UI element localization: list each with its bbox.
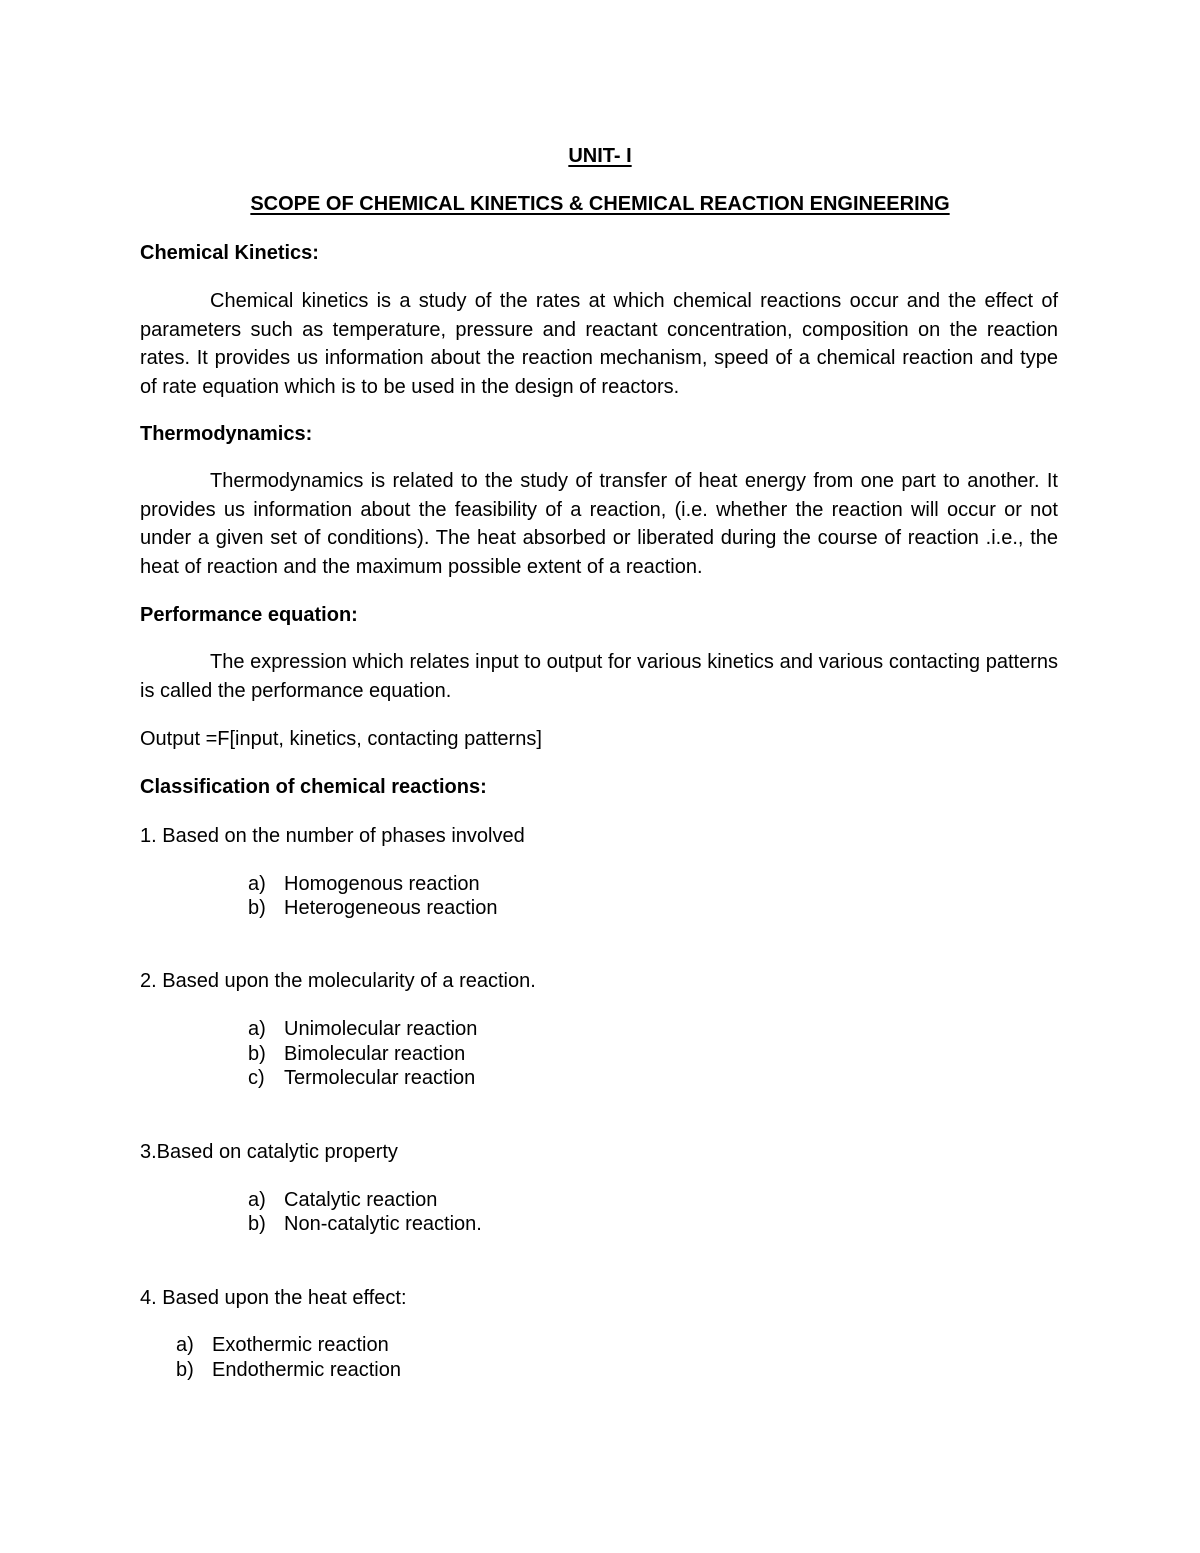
list-item-marker: b) <box>248 1043 266 1065</box>
classification-group-title: 1. Based on the number of phases involved <box>140 825 525 847</box>
list-item: Bimolecular reaction <box>284 1043 466 1065</box>
list-item: Homogenous reaction <box>284 873 480 895</box>
list-item-marker: b) <box>248 1213 266 1235</box>
list-item: Catalytic reaction <box>284 1189 438 1211</box>
list-item-marker: b) <box>176 1359 194 1381</box>
performance-heading: Performance equation: <box>140 604 358 626</box>
list-item: Unimolecular reaction <box>284 1018 478 1040</box>
kinetics-paragraph: Chemical kinetics is a study of the rates at which chemical reactions occur and the effect of parameters such as temperature, pressure and reactant concentration, composition on the reaction rates. It provides us information about the reaction mechanism, speed of a chemical reaction and type of rate equation which is to be used in the design of reactors. <box>140 290 1058 398</box>
list-item: Heterogeneous reaction <box>284 897 498 919</box>
kinetics-heading: Chemical Kinetics: <box>140 242 319 264</box>
list-item-marker: a) <box>248 873 266 895</box>
list-item: Endothermic reaction <box>212 1359 401 1381</box>
list-item: Exothermic reaction <box>212 1334 389 1356</box>
list-item: Termolecular reaction <box>284 1067 476 1089</box>
list-item: Non-catalytic reaction. <box>284 1213 482 1235</box>
list-item-marker: a) <box>248 1189 266 1211</box>
unit-title: UNIT- I <box>568 145 632 167</box>
classification-group-title: 2. Based upon the molecularity of a reaction. <box>140 970 536 992</box>
classification-group-title: 3.Based on catalytic property <box>140 1141 398 1163</box>
list-item-marker: a) <box>176 1334 194 1356</box>
thermo-paragraph: Thermodynamics is related to the study of transfer of heat energy from one part to another. It provides us information about the feasibility of a reaction, (i.e. whether the reaction will occur or not under a given set of conditions). The heat absorbed or liberated during the course of reaction .i.e., the heat of reaction and the maximum possible extent of a reaction. <box>140 470 1058 578</box>
thermo-heading: Thermodynamics: <box>140 423 313 445</box>
list-item-marker: c) <box>248 1067 265 1089</box>
performance-formula: Output =F[input, kinetics, contacting patterns] <box>140 728 542 750</box>
list-item-marker: a) <box>248 1018 266 1040</box>
list-item-marker: b) <box>248 897 266 919</box>
main-title: SCOPE OF CHEMICAL KINETICS & CHEMICAL REACTION ENGINEERING <box>250 193 950 215</box>
classification-heading: Classification of chemical reactions: <box>140 776 487 798</box>
classification-group-title: 4. Based upon the heat effect: <box>140 1287 407 1309</box>
performance-paragraph: The expression which relates input to output for various kinetics and various contacting patterns is called the performance equation. <box>140 651 1058 702</box>
